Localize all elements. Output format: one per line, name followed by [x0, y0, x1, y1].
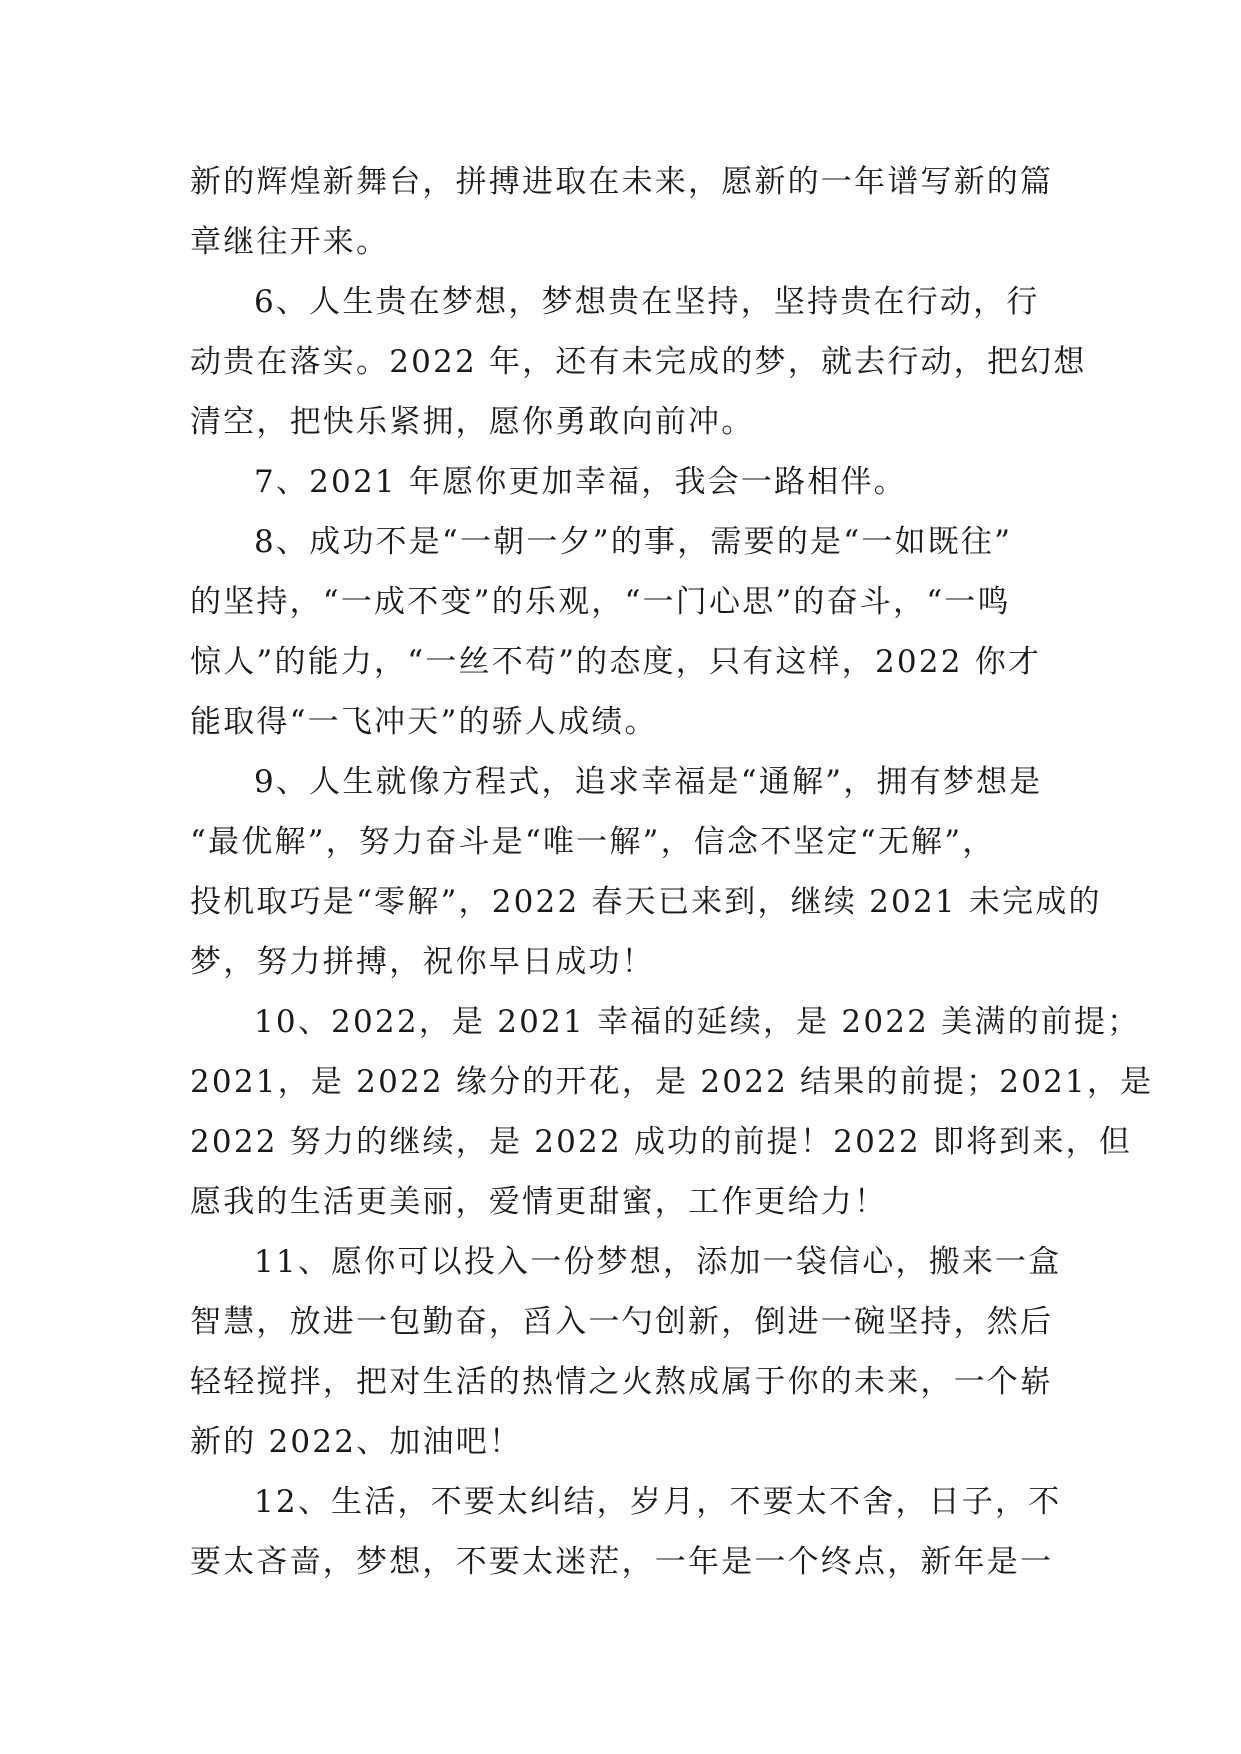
text-line: 惊人”的能力，“一丝不苟”的态度，只有这样，2022 你才	[190, 644, 1042, 680]
text-line: 6、人生贵在梦想，梦想贵在坚持，坚持贵在行动，行	[254, 284, 1040, 320]
text-line: 7、2021 年愿你更加幸福，我会一路相伴。	[254, 464, 907, 500]
text-line: 11、愿你可以投入一份梦想，添加一袋信心，搬来一盒	[254, 1244, 1062, 1280]
text-line: 投机取巧是“零解”，2022 春天已来到，继续 2021 未完成的	[190, 884, 1102, 920]
text-line: 轻轻搅拌，把对生活的热情之火熬成属于你的未来，一个崭	[190, 1364, 1054, 1400]
text-line: 9、人生就像方程式，追求幸福是“通解”，拥有梦想是	[254, 764, 1043, 800]
text-line: 8、成功不是“一朝一夕”的事，需要的是“一如既往”	[254, 524, 1013, 560]
text-line: 12、生活，不要太纠结，岁月，不要太不舍，日子，不	[254, 1484, 1062, 1520]
body-text	[190, 152, 1154, 1592]
text-line: 新的 2022、加油吧！	[190, 1424, 523, 1460]
text-line: 清空，把快乐紧拥，愿你勇敢向前冲。	[190, 404, 755, 440]
text-line: 2022 努力的继续，是 2022 成功的前提！2022 即将到来，但	[190, 1124, 1133, 1160]
text-line: 2021，是 2022 缘分的开花，是 2022 结果的前提；2021，是	[190, 1064, 1154, 1100]
text-line: 的坚持，“一成不变”的乐观，“一门心思”的奋斗，“一鸣	[190, 584, 1011, 620]
text-line: 梦，努力拼搏，祝你早日成功！	[190, 944, 655, 980]
text-line: 动贵在落实。2022 年，还有未完成的梦，就去行动，把幻想	[190, 344, 1087, 380]
text-line: 愿我的生活更美丽，爱情更甜蜜，工作更给力！	[190, 1184, 888, 1220]
text-line: 章继往开来。	[190, 224, 390, 260]
text-line: “最优解”，努力奋斗是“唯一解”，信念不坚定“无解”，	[190, 824, 996, 860]
text-line: 10、2022，是 2021 幸福的延续，是 2022 美满的前提；	[254, 1004, 1141, 1040]
text-line: 能取得“一飞冲天”的骄人成绩。	[190, 704, 658, 740]
text-line: 智慧，放进一包勤奋，舀入一勺创新，倒进一碗坚持，然后	[190, 1304, 1054, 1340]
text-line: 新的辉煌新舞台，拼搏进取在未来，愿新的一年谱写新的篇	[190, 164, 1054, 200]
text-line: 要太吝啬，梦想，不要太迷茫，一年是一个终点，新年是一	[190, 1544, 1054, 1580]
